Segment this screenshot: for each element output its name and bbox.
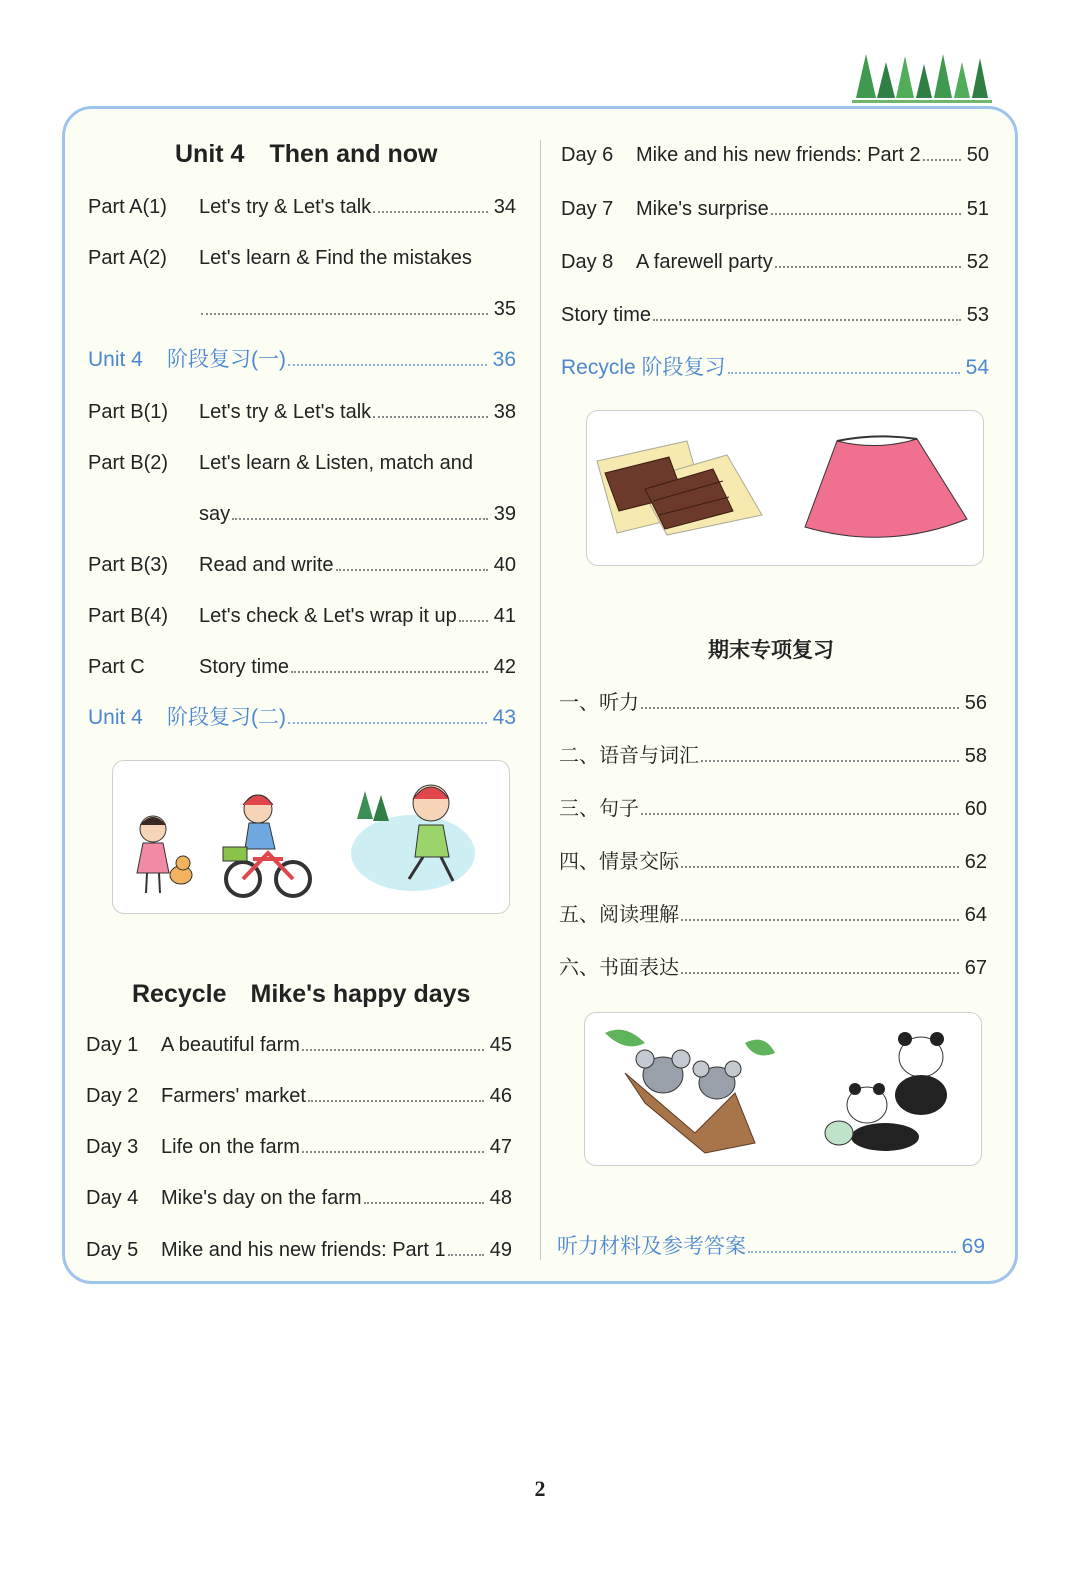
toc-entry[interactable]: Part B(2) Let's learn & Listen, match and bbox=[88, 452, 473, 474]
toc-entry-review[interactable]: Recycle 阶段复习 54 bbox=[561, 356, 989, 379]
koala-panda-illustration bbox=[584, 1012, 982, 1166]
toc-entry-review[interactable]: Unit 4 阶段复习(一) 36 bbox=[88, 348, 516, 371]
toc-entry-answers[interactable]: 听力材料及参考答案 69 bbox=[557, 1235, 985, 1258]
chocolate-skirt-drawing bbox=[587, 411, 983, 565]
toc-entry[interactable]: Day 3 Life on the farm 47 bbox=[86, 1136, 512, 1158]
trees-illustration bbox=[852, 52, 992, 108]
toc-entry[interactable]: Part A(1) Let's try & Let's talk 34 bbox=[88, 196, 516, 218]
chocolate-skirt-illustration bbox=[586, 410, 984, 566]
toc-entry[interactable]: Story time 53 bbox=[561, 304, 989, 326]
kids-illustration bbox=[112, 760, 510, 914]
toc-entry-review[interactable]: Unit 4 阶段复习(二) 43 bbox=[88, 706, 516, 729]
toc-entry[interactable]: Day 6 Mike and his new friends: Part 2 50 bbox=[561, 144, 989, 166]
toc-entry-continuation[interactable]: 35 bbox=[199, 296, 516, 322]
toc-entry[interactable]: 一、听力 56 bbox=[559, 692, 987, 714]
toc-entry[interactable]: Part B(4) Let's check & Let's wrap it up 41 bbox=[88, 605, 516, 627]
toc-entry-continuation[interactable]: say 39 bbox=[199, 503, 516, 525]
toc-entry[interactable]: Day 2 Farmers' market 46 bbox=[86, 1085, 512, 1107]
toc-entry[interactable]: Day 5 Mike and his new friends: Part 1 49 bbox=[86, 1239, 512, 1261]
toc-entry[interactable]: Part A(2) Let's learn & Find the mistakes bbox=[88, 247, 472, 269]
toc-entry[interactable]: Day 8 A farewell party 52 bbox=[561, 251, 989, 273]
toc-entry[interactable]: 二、语音与词汇 58 bbox=[559, 745, 987, 767]
toc-entry[interactable]: Day 1 A beautiful farm 45 bbox=[86, 1034, 512, 1056]
toc-entry[interactable]: 四、情景交际 62 bbox=[559, 851, 987, 873]
toc-entry[interactable]: 五、阅读理解 64 bbox=[559, 904, 987, 926]
toc-entry[interactable]: 六、书面表达 67 bbox=[559, 957, 987, 979]
toc-entry[interactable]: Day 4 Mike's day on the farm 48 bbox=[86, 1187, 512, 1209]
toc-entry[interactable]: Part B(1) Let's try & Let's talk 38 bbox=[88, 401, 516, 423]
koala-panda-drawing bbox=[585, 1013, 981, 1165]
final-review-heading: 期末专项复习 bbox=[708, 639, 834, 662]
toc-entry[interactable]: Part B(3) Read and write 40 bbox=[88, 554, 516, 576]
page-number: 2 bbox=[534, 1476, 546, 1501]
column-divider bbox=[540, 140, 541, 1260]
toc-entry[interactable]: 三、句子 60 bbox=[559, 798, 987, 820]
unit4-heading: Unit 4 Then and now bbox=[175, 140, 438, 168]
toc-entry[interactable]: Day 7 Mike's surprise 51 bbox=[561, 198, 989, 220]
recycle-heading: Recycle Mike's happy days bbox=[132, 980, 471, 1008]
toc-entry[interactable]: Part C Story time 42 bbox=[88, 656, 516, 678]
kids-drawing bbox=[113, 761, 509, 913]
